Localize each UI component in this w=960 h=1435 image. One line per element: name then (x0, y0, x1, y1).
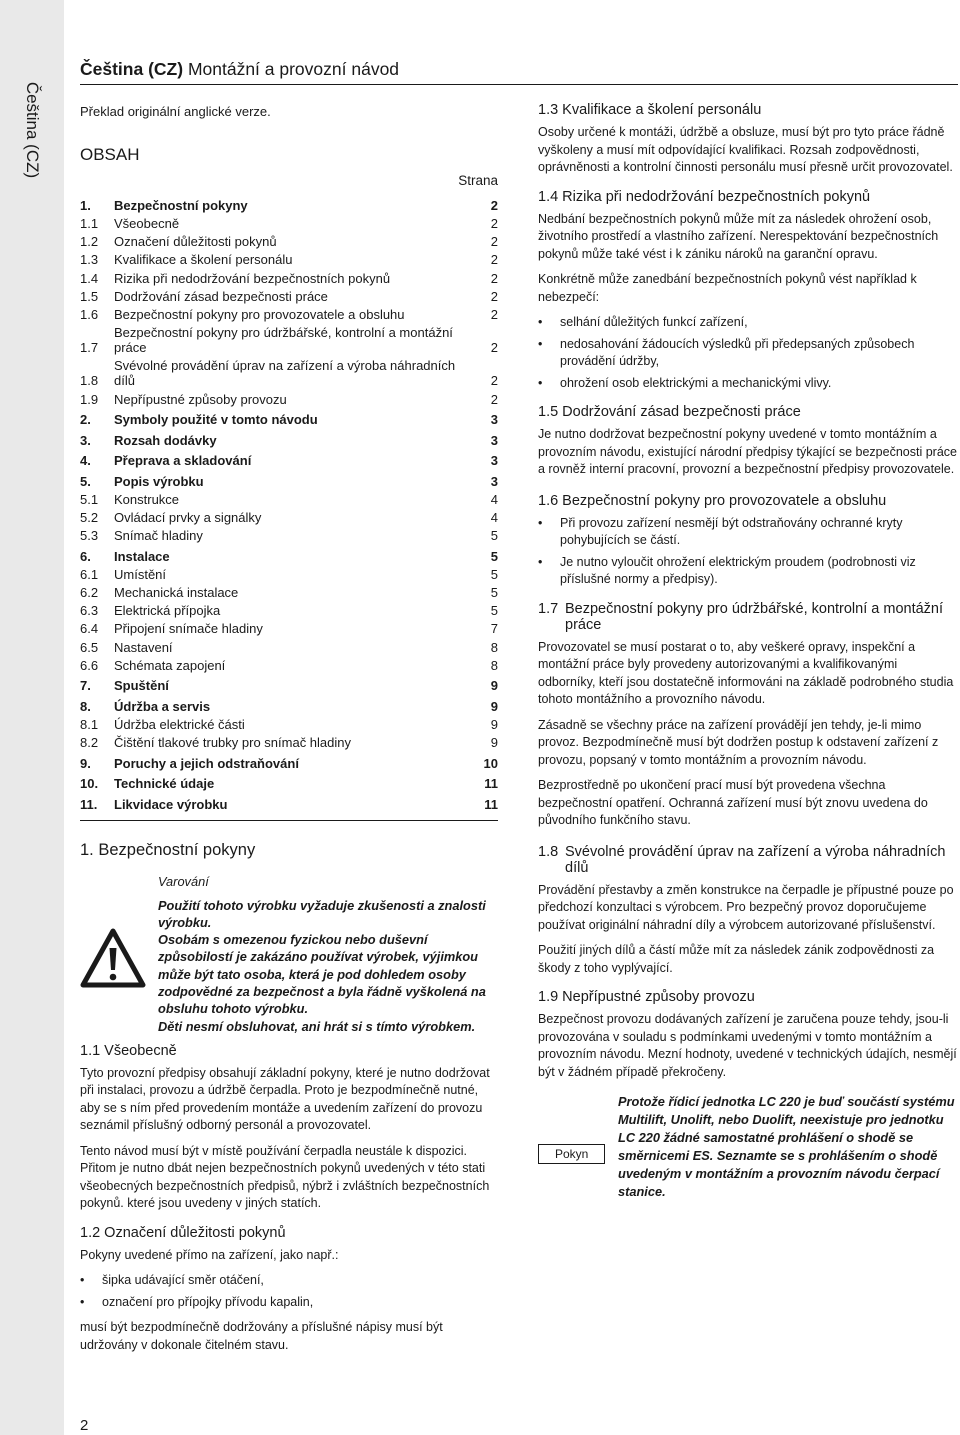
toc-entry-number: 8. (80, 698, 91, 714)
toc-entry-page: 2 (490, 288, 498, 304)
toc-entry-title: Rozsah dodávky (114, 432, 217, 448)
section-1-3-text: Osoby určené k montáži, údržbě a obsluze, musí být pro tyto práce řádně vyškoleny a musí mít odpovídající kvalifikaci. Rozsah zodpovědnosti, oprávněnosti a kontrolní činnosti personálu musí přesně určit provozovatel. (538, 125, 953, 174)
note-box (538, 1093, 958, 1201)
list-item: • selhání důležitých funkcí zařízení, (538, 314, 958, 332)
toc-entry-title: Instalace (114, 548, 170, 564)
section-1-7-title: Bezpečnostní pokyny pro údržbářské, kontrolní a montážní práce (565, 600, 944, 633)
toc-entry-title: Likvidace výrobku (114, 796, 228, 812)
section-1-7-text-1: Provozovatel se musí postarat o to, aby veškeré opravy, inspekční a montážní práce byly provedeny autorizovanými a kvalifikovanými odborníky, kteří jsou dostatečně informováni na základě podrobného studia tohoto montážního a provozního návodu. (538, 639, 954, 706)
toc-entry (80, 287, 498, 305)
toc-entry (80, 390, 498, 408)
toc-entry-number: 6.4 (80, 621, 99, 637)
toc-entry (80, 215, 498, 233)
toc-entry-number: 7. (80, 678, 91, 694)
toc-entry-title: Bezpečnostní pokyny pro údržbářské, kontrolní a montážní práce (114, 325, 453, 356)
toc-entry-number: 1.6 (80, 307, 99, 323)
warning-text-3: Děti nesmí obsluhovat, ani hrát si s tímto výrobkem. (158, 1018, 476, 1034)
section-1-8-title: Svévolné provádění úprav na zařízení a výroba náhradních dílů (565, 843, 946, 876)
toc-entry (80, 449, 498, 470)
toc-entry-title: Snímač hladiny (114, 528, 203, 544)
toc-entry-page: 8 (490, 639, 498, 655)
toc-entry-title: Svévolné provádění úprav na zařízení a výroba náhradních dílů (114, 358, 456, 389)
toc-entry-page: 9 (490, 678, 498, 694)
toc-entry-page: 3 (490, 473, 498, 489)
toc-entry-number: 11. (80, 796, 98, 812)
toc-entry-title: Rizika při nedodržování bezpečnostních pokynů (114, 270, 391, 286)
section-1-8-heading (538, 844, 958, 876)
toc-entry (80, 583, 498, 601)
toc-entry (80, 674, 498, 695)
toc-entry (80, 429, 498, 450)
list-item: • nedosahování žádoucích výsledků při předepsaných způsobech provádění údržby, (538, 336, 958, 371)
toc-entry (80, 508, 498, 526)
toc-entry (80, 408, 498, 429)
toc-entry-title: Popis výrobku (114, 473, 204, 489)
toc-entry-page: 2 (490, 340, 498, 356)
toc-entry-page: 9 (490, 716, 498, 732)
toc-entry-page: 3 (490, 432, 498, 448)
toc-entry (80, 695, 498, 716)
toc-entry-title: Technické údaje (114, 776, 215, 792)
note-text: Protože řídicí jednotka LC 220 je buď součástí systému Multilift, Unolift, nebo Duolift, neexistuje pro jednotku LC 220 žádné samostatné prohlášení o shodě se směrnicemi ES. Seznamte se s prohlášením o shodě uvedeným v montážním a provozním návodu čerpací stanice. (618, 1094, 955, 1199)
toc-entry-title: Bezpečnostní pokyny (114, 198, 248, 213)
toc-entry-title: Dodržování zásad bezpečnosti práce (114, 288, 328, 304)
toc-entry-number: 1.2 (80, 234, 99, 250)
section-1-9-heading: 1.9 Nepřípustné způsoby provozu (538, 989, 755, 1005)
toc-entry (80, 752, 498, 773)
section-1-7-text-3: Bezprostředně po ukončení prací musí být provedena všechna bezpečnostní opatření. Ochranná zařízení musí být znovu uvedena do původního funkčního stavu. (538, 778, 928, 827)
toc-entry-title: Údržba a servis (114, 698, 211, 714)
toc-entry-number: 1.8 (80, 373, 99, 389)
side-tab-label: Čeština (CZ) (23, 81, 42, 179)
toc-heading: OBSAH (80, 145, 140, 164)
toc-entry (80, 305, 498, 323)
list-item: • Je nutno vyloučit ohrožení elektrickým proudem (podrobnosti viz příslušné normy a předpisy). (538, 554, 958, 589)
list-item: • ohrožení osob elektrickými a mechanickými vlivy. (538, 375, 958, 393)
section-1-heading: 1. Bezpečnostní pokyny (80, 841, 256, 860)
section-1-9-text: Bezpečnost provozu dodávaných zařízení je zaručena pouze tehdy, jsou-li provozována v souladu s podmínkami uvedenými v tomto montážním a provozním návodu. Mezní hodnoty, uvedené v technických údajích, nesmějí být v žádném případě překročeny. (538, 1012, 957, 1079)
toc-entry (80, 602, 498, 620)
toc-entry-title: Elektrická přípojka (114, 603, 221, 619)
toc-entry-title: Poruchy a jejich odstraňování (114, 755, 299, 771)
page-header (80, 59, 399, 80)
toc-entry-number: 5.3 (80, 528, 99, 544)
section-1-1-heading: 1.1 Všeobecně (80, 1042, 177, 1059)
section-1-4-heading: 1.4 Rizika při nedodržování bezpečnostních pokynů (538, 188, 871, 205)
warning-triangle-icon (80, 928, 146, 988)
section-1-2-list (80, 1272, 500, 1311)
toc-entry-page: 9 (490, 735, 498, 751)
section-1-8-number: 1.8 (538, 843, 559, 860)
toc-entry-number: 1.7 (80, 340, 99, 356)
toc-entry-page: 5 (490, 566, 498, 582)
section-1-6-list (538, 515, 958, 589)
toc-rule (80, 820, 498, 821)
section-1-6-heading: 1.6 Bezpečnostní pokyny pro provozovatele a obsluhu (538, 492, 887, 509)
toc-entry-title: Mechanická instalace (114, 585, 239, 601)
section-1-7-number: 1.7 (538, 600, 559, 617)
toc-entry-page: 2 (490, 198, 498, 213)
toc-entry-title: Spuštění (114, 678, 169, 694)
section-1-5-heading: 1.5 Dodržování zásad bezpečnosti práce (538, 404, 801, 420)
toc-entry-page: 4 (490, 509, 498, 525)
toc-page-column-header: Strana (458, 173, 498, 188)
toc-entry (80, 545, 498, 566)
toc-entry-page: 10 (483, 755, 498, 771)
toc-entry-page: 2 (490, 391, 498, 407)
toc-entry (80, 470, 498, 491)
toc-entry-title: Umístění (114, 566, 167, 582)
note-label: Pokyn (538, 1144, 605, 1164)
toc-entry-title: Nepřípustné způsoby provozu (114, 391, 287, 407)
toc-entry-page: 2 (490, 234, 498, 250)
section-1-8-text-2: Použití jiných dílů a částí může mít za následek zánik zodpovědnosti za škody z toho vyplývající. (538, 943, 935, 975)
toc-entry-title: Schémata zapojení (114, 657, 226, 673)
toc-entry (80, 715, 498, 733)
list-item: • šipka udávající směr otáčení, (80, 1272, 500, 1290)
toc-entry (80, 620, 498, 638)
toc-entry-page: 11 (484, 776, 498, 792)
toc-entry-number: 5. (80, 473, 91, 489)
toc-entry (80, 198, 498, 215)
toc-entry-number: 2. (80, 412, 91, 428)
section-1-2-text-1: Pokyny uvedené přímo na zařízení, jako např.: (80, 1247, 339, 1262)
toc-entry-number: 6. (80, 548, 91, 564)
section-1-1-text-2: Tento návod musí být v místě používání čerpadla neustále k dispozici. Přitom je nutno dbát nejen bezpečnostních pokynů uvedených v této stati všeobecných bezpečnostních předpisů, nýbrž i zvláštních bezpečnostních pokynů. které jsou uvedeny v jiných statích. (80, 1143, 490, 1211)
toc-entry-title: Konstrukce (114, 491, 180, 507)
toc-entry-number: 1.1 (80, 216, 99, 232)
toc-entry-title: Kvalifikace a školení personálu (114, 252, 293, 268)
toc-entry-page: 5 (490, 585, 498, 601)
toc-entry-number: 1.4 (80, 270, 99, 286)
toc-entry-title: Symboly použité v tomto návodu (114, 412, 318, 428)
toc-entry-page: 5 (490, 548, 498, 564)
toc-entry-page: 5 (490, 528, 498, 544)
toc-entry-title: Nastavení (114, 639, 173, 655)
toc-entry-number: 1.5 (80, 288, 99, 304)
header-language: Čeština (CZ) (80, 59, 184, 79)
header-rule (80, 84, 958, 85)
toc-entry-number: 1.9 (80, 391, 99, 407)
toc-entry-page: 4 (490, 491, 498, 507)
section-1-2-heading: 1.2 Označení důležitosti pokynů (80, 1224, 286, 1241)
toc-entry (80, 772, 498, 793)
toc-entry-number: 6.3 (80, 603, 99, 619)
toc-entry-title: Přeprava a skladování (114, 453, 252, 469)
toc-entry-number: 8.1 (80, 716, 99, 732)
toc-entry (80, 269, 498, 287)
toc-entry (80, 233, 498, 251)
toc-entry-page: 2 (490, 373, 498, 389)
page-number: 2 (80, 1417, 89, 1434)
warning-text-2: Osobám s omezenou fyzickou nebo duševní způsobilostí je zakázáno používat výrobek, výjimkou může být tato osoba, která je pod dohledem osoby zodpovědné za bezpečnost a byla řádně vyškolená na obsluhu tohoto výrobku. (158, 932, 486, 1017)
toc-entry-number: 1.3 (80, 252, 99, 268)
toc-entry-title: Všeobecně (114, 216, 180, 232)
toc-entry-page: 2 (490, 216, 498, 232)
section-1-3-heading: 1.3 Kvalifikace a školení personálu (538, 102, 762, 118)
header-title: Montážní a provozní návod (187, 59, 400, 79)
toc-entry-number: 6.2 (80, 585, 99, 601)
toc-entry-title: Připojení snímače hladiny (114, 621, 263, 637)
translation-note: Překlad originální anglické verze. (80, 104, 271, 119)
toc-entry (80, 324, 498, 357)
toc-entry (80, 656, 498, 674)
toc-entry (80, 793, 498, 814)
toc-entry-number: 1. (80, 198, 91, 213)
toc-entry-number: 4. (80, 453, 91, 469)
section-1-1-text-1: Tyto provozní předpisy obsahují základní pokyny, které je nutno dodržovat při instalaci, provozu a údržbě čerpadla. Proto je bezpodmínečně nutné, aby se s ním před provedením montáže a uvedením zařízení do provozu seznámil příslušný odborný personál a provozovatel. (80, 1065, 490, 1133)
toc-entry-number: 6.6 (80, 657, 99, 673)
toc-entry-page: 3 (490, 412, 498, 428)
toc-entry (80, 251, 498, 269)
warning-box (80, 872, 500, 1035)
toc-entry (80, 490, 498, 508)
toc-entry-page: 7 (490, 621, 498, 637)
toc-entry-number: 10. (80, 776, 99, 792)
toc-entry-number: 8.2 (80, 735, 99, 751)
toc-entry-title: Bezpečnostní pokyny pro provozovatele a obsluhu (114, 307, 405, 323)
toc-entry-page: 2 (490, 252, 498, 268)
toc-entry-number: 6.1 (80, 566, 99, 582)
toc-entry (80, 734, 498, 752)
toc-entry-title: Označení důležitosti pokynů (114, 234, 277, 250)
toc-entry-number: 9. (80, 755, 91, 771)
toc-entry-page: 2 (490, 270, 498, 286)
toc-entry-number: 3. (80, 432, 91, 448)
section-1-4-text-2: Konkrétně může zanedbání bezpečnostních pokynů vést například k nebezpečí: (538, 272, 917, 304)
toc-entry-title: Ovládací prvky a signálky (114, 509, 262, 525)
toc-entry-page: 9 (490, 698, 498, 714)
table-of-contents (80, 198, 498, 813)
toc-entry-number: 5.2 (80, 509, 99, 525)
section-1-2-text-2: musí být bezpodmínečně dodržovány a příslušné nápisy musí být udržovány v dokonale čitelném stavu. (80, 1320, 443, 1352)
toc-entry-page: 3 (490, 453, 498, 469)
list-item: • Při provozu zařízení nesmějí být odstraňovány ochranné kryty pohybujících se částí. (538, 515, 958, 550)
toc-entry (80, 357, 498, 390)
section-1-4-list (538, 314, 958, 392)
toc-entry-page: 2 (490, 307, 498, 323)
toc-entry-number: 6.5 (80, 639, 99, 655)
right-column (538, 102, 958, 1201)
toc-entry-page: 5 (490, 603, 498, 619)
section-1-5-text: Je nutno dodržovat bezpečnostní pokyny uvedené v tomto montážním a provozním návodu, existující národní předpisy týkající se bezpečnosti práce a rovněž interní pracovní, provozní a bezpečnostní předpisy provozovatele. (538, 427, 957, 476)
warning-title: Varování (158, 874, 209, 890)
section-1-7-text-2: Zásadně se všechny práce na zařízení provádějí jen tehdy, je-li mimo provoz. Bezpodmínečně musí být dodržen postup k odstavení zařízení z provozu, popsaný v tomto montážním a provozním návodu. (538, 717, 939, 767)
toc-entry-title: Údržba elektrické části (114, 716, 245, 732)
toc-entry-number: 5.1 (80, 491, 99, 507)
list-item: • označení pro přípojky přívodu kapalin, (80, 1294, 500, 1312)
section-1-4-text-1: Nedbání bezpečnostních pokynů může mít za následek ohrožení osob, životního prostředí a vlastního zařízení. Nerespektování bezpečnostních pokynů může také vést i k zániku nároků na garanční opravu. (538, 211, 939, 261)
section-1-8-text-1: Provádění přestavby a změn konstrukce na čerpadle je přípustné pouze po předchozí konzultaci s výrobcem. Pro bezpečný provoz doporučujeme používat originální náhradní díly a výrobcem autorizované příslušenství. (538, 882, 954, 932)
toc-entry-title: Čištění tlakové trubky pro snímač hladiny (114, 735, 351, 751)
section-1-7-heading (538, 601, 958, 633)
warning-text-1: Použití tohoto výrobku vyžaduje zkušenosti a znalosti výrobku. (158, 897, 486, 930)
toc-entry (80, 565, 498, 583)
toc-entry (80, 527, 498, 545)
toc-entry-page: 11 (484, 796, 498, 812)
side-tab (0, 0, 64, 1435)
toc-entry (80, 638, 498, 656)
toc-entry-page: 8 (490, 657, 498, 673)
left-column (80, 104, 500, 1362)
